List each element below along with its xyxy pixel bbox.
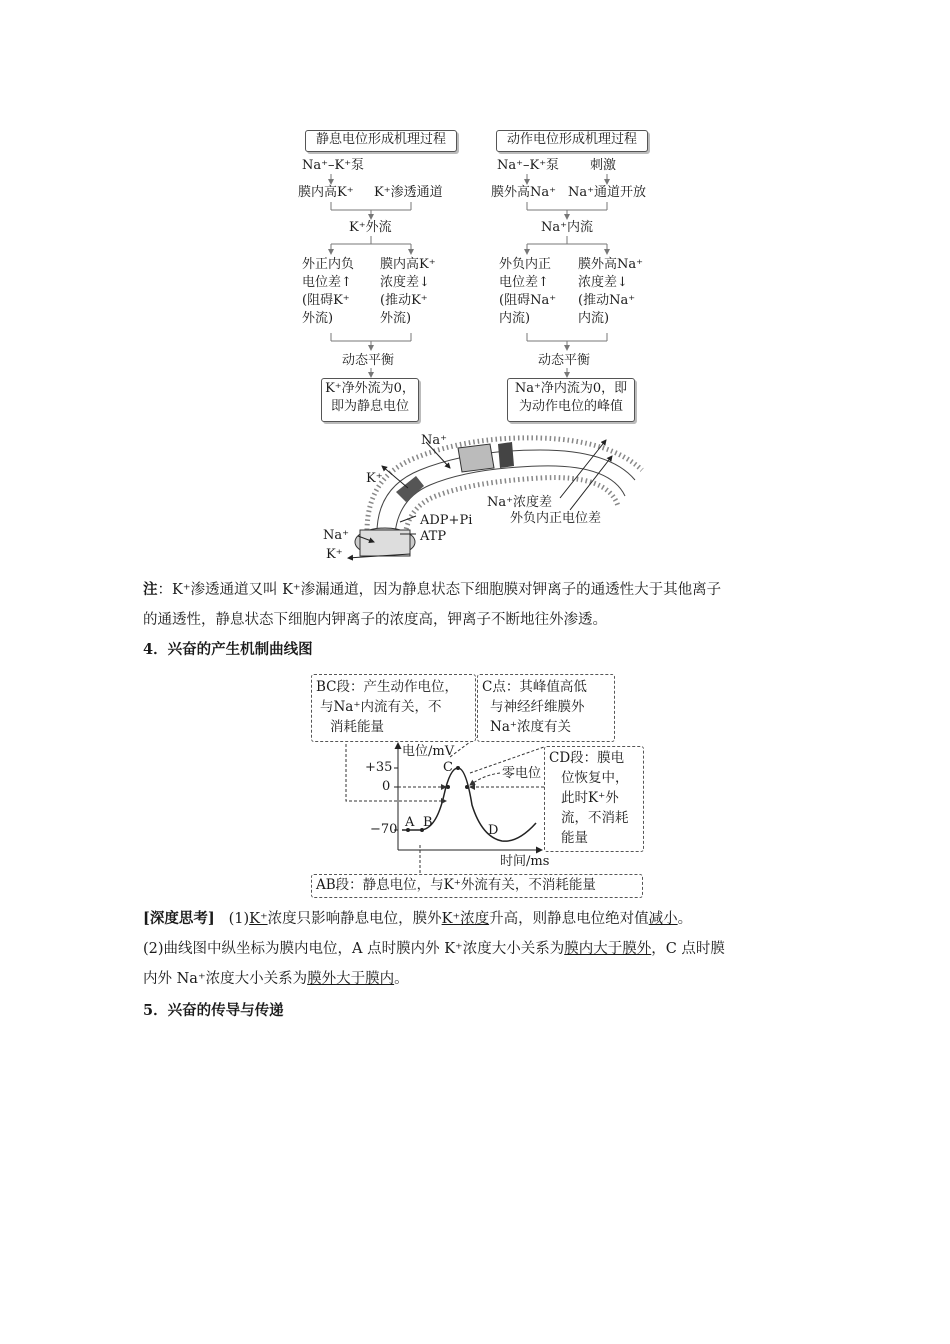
tick-minus70: −70 (370, 822, 398, 837)
membrane-potential-label: 外负内正电位差 (510, 511, 602, 526)
membrane-adp: ADP+Pi (420, 513, 473, 528)
na-channel-left (458, 444, 494, 472)
tick-0: 0 (382, 779, 391, 794)
right-row2-left: 膜外高Na⁺ (491, 185, 556, 200)
q2-blank-2: 膜外大于膜内 (307, 971, 395, 987)
membrane-drawing (300, 430, 660, 570)
x-axis-label: 时间/ms (500, 854, 550, 869)
left-row2-right: K⁺渗透通道 (374, 185, 443, 200)
point-b-label: B (423, 815, 433, 830)
zero-potential-label: 零电位 (502, 766, 542, 781)
left-result-box: K⁺净外流为0， 即为静息电位 (321, 378, 419, 422)
note-line-1: 注：K⁺渗透通道又叫 K⁺渗漏通道，因为静息状态下细胞膜对钾离子的通透性大于其他离子 (143, 581, 722, 598)
point-d-label: D (488, 823, 499, 838)
right-title-box (496, 130, 648, 152)
y-axis-label: 电位/mV (402, 744, 455, 759)
q2-blank-1: 膜内大于膜外 (564, 941, 652, 957)
note-line-2: 的通透性，静息状态下细胞内钾离子的浓度高，钾离子不断地往外渗透。 (143, 612, 607, 628)
membrane-na-pump: Na⁺ (323, 528, 349, 543)
right-branch-left: 外负内正 电位差↑ (阻碍Na⁺ 内流) (499, 257, 557, 326)
c-point-box: C点：其峰值高低 与神经纤维膜外 Na⁺浓度有关 (477, 674, 615, 742)
right-balance: 动态平衡 (538, 353, 591, 368)
membrane-conc-label: Na⁺浓度差 (487, 495, 552, 510)
deep-thinking-label: [深度思考] (143, 910, 215, 927)
right-title: 动作电位形成机理过程 (506, 132, 637, 147)
deep-thinking-q2-line1: (2)曲线图中纵坐标为膜内电位，A 点时膜内外 K⁺浓度大小关系为膜内大于膜外，C 点时膜 (143, 941, 725, 957)
left-title: 静息电位形成机理过程 (315, 132, 446, 147)
q1-blank-1: K⁺ (249, 911, 268, 927)
point-c-label: C (443, 760, 453, 775)
bc-segment-box: BC段：产生动作电位， 与Na⁺内流有关，不 消耗能量 (311, 674, 476, 742)
right-flow: Na⁺内流 (541, 220, 593, 235)
right-branch-right: 膜外高Na⁺ 浓度差↓ (推动Na⁺ 内流) (578, 257, 643, 326)
deep-thinking-q1: [深度思考] (1)K⁺浓度只影响静息电位，膜外K⁺浓度升高，则静息电位绝对值减小。 (143, 910, 693, 927)
membrane-k-left: K⁺ (366, 471, 383, 486)
na-channel-dark (498, 442, 514, 468)
deep-thinking-q2-line2: 内外 Na⁺浓度大小关系为膜外大于膜内。 (143, 971, 409, 987)
point-a-label: A (405, 815, 415, 830)
right-result-box: Na⁺净内流为0，即 为动作电位的峰值 (507, 378, 635, 422)
q1-blank-2: K⁺浓度 (441, 911, 490, 927)
section5-heading: 5．兴奋的传导与传递 (143, 1002, 284, 1019)
point-c-dot (456, 766, 460, 770)
membrane-atp: ATP (420, 529, 447, 544)
k-channel (396, 476, 424, 502)
note-label: 注 (143, 581, 158, 598)
ab-segment-box: AB段：静息电位，与K⁺外流有关，不消耗能量 (311, 874, 643, 898)
membrane-k-pump: K⁺ (326, 547, 343, 562)
section4-heading: 4．兴奋的产生机制曲线图 (143, 641, 313, 658)
left-balance: 动态平衡 (342, 353, 395, 368)
right-row2-right: Na⁺通道开放 (568, 185, 646, 200)
left-flow: K⁺外流 (349, 220, 392, 235)
right-stimulus: 刺激 (590, 158, 617, 173)
tick-plus35: +35 (365, 760, 393, 775)
left-branch-right: 膜内高K⁺ 浓度差↓ (推动K⁺ 外流) (380, 257, 436, 326)
left-row2-left: 膜内高K⁺ (298, 185, 354, 200)
left-branch-left: 外正内负 电位差↑ (阻碍K⁺ 外流) (302, 257, 355, 326)
left-title-box (305, 130, 457, 152)
membrane-na-top: Na⁺ (421, 433, 447, 448)
left-pump: Na⁺–K⁺泵 (302, 158, 365, 173)
right-pump: Na⁺–K⁺泵 (497, 158, 560, 173)
q1-blank-3: 减小 (648, 911, 678, 927)
flowchart-arrows (0, 0, 950, 430)
cd-segment-box: CD段：膜电 位恢复中， 此时K⁺外 流，不消耗 能量 (544, 746, 644, 852)
